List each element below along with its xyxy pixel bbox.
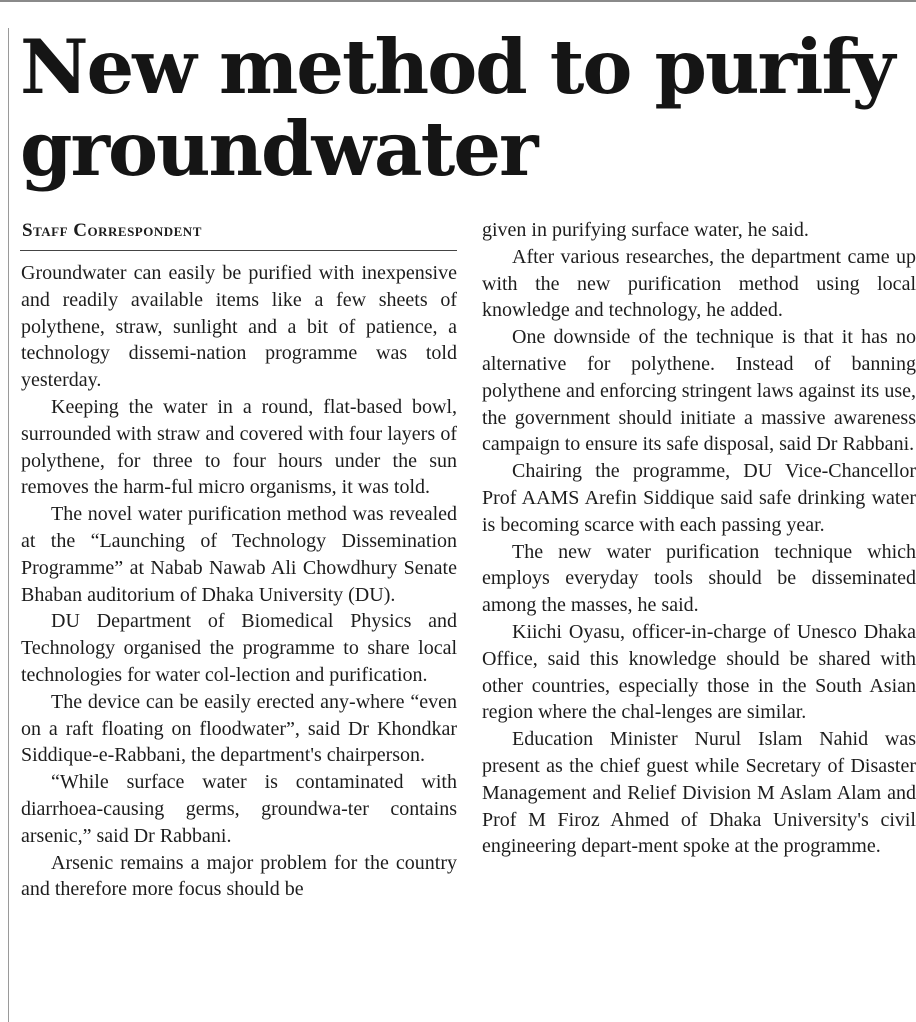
paragraph: Arsenic remains a major problem for the country and therefore more focus should be bbox=[21, 851, 457, 901]
paragraph: After various researches, the department came up with the new purification method using local knowledge and technology, he added. bbox=[482, 245, 916, 322]
paragraph: DU Department of Biomedical Physics and Technology organised the programme to share local technologies for water col-lection and purification. bbox=[21, 610, 457, 686]
headline: New method to purify groundwater bbox=[20, 23, 894, 193]
top-border bbox=[0, 0, 916, 2]
column-rule bbox=[8, 28, 9, 1022]
paragraph: “While surface water is contaminated with diarrhoea-causing germs, groundwa-ter contains arsenic,” said Dr Rabbani. bbox=[21, 771, 457, 847]
paragraph: Chairing the programme, DU Vice-Chancellor Prof AAMS Arefin Siddique said safe drinking water is becoming scarce with each passing year. bbox=[482, 460, 916, 536]
paragraph: Education Minister Nurul Islam Nahid was present as the chief guest while Secretary of Disaster Management and Relief Division M Aslam Alam and Prof M Firoz Ahmed of Dhaka University's civil engineering depart-ment spoke at the programme. bbox=[482, 728, 916, 858]
paragraph: given in purifying surface water, he said. bbox=[482, 219, 809, 241]
paragraph: The new water purification technique which employs everyday tools should be disseminated among the masses, he said. bbox=[482, 540, 916, 617]
paragraph: Keeping the water in a round, flat-based bowl, surrounded with straw and covered with four layers of polythene, for three to four hours under the sun removes the harm-ful micro organisms, it was told. bbox=[21, 395, 457, 499]
paragraph: The device can be easily erected any-where “even on a raft floating on floodwater”, said Dr Khondkar Siddique-e-Rabbani, the department's chairperson. bbox=[21, 690, 457, 767]
paragraph: One downside of the technique is that it has no alternative for polythene. Instead of banning polythene and enforcing stringent laws against its use, the government should initiate a massive awareness campaign to ensure its safe disposal, said Dr Rabbani. bbox=[482, 326, 916, 456]
paragraph: Kiichi Oyasu, officer-in-charge of Unesco Dhaka Office, said this knowledge should be shared with other countries, especially those in the South Asian region where the chal-lenges are similar. bbox=[482, 620, 916, 724]
paragraph: Groundwater can easily be purified with inexpensive and readily available items like a few sheets of polythene, straw, sunlight and a bit of patience, a technology dissemi-nation programme was told yesterday. bbox=[21, 262, 457, 392]
article-column-2 bbox=[482, 217, 916, 1022]
paragraph: The novel water purification method was revealed at the “Launching of Technology Dissemination Programme” at Nabab Nawab Ali Chowdhury Senate Bhaban auditorium of Dhaka University (DU). bbox=[21, 503, 457, 606]
article-column-1 bbox=[21, 260, 457, 1022]
byline: Staff Correspondent bbox=[22, 220, 202, 241]
byline-rule bbox=[20, 250, 457, 251]
